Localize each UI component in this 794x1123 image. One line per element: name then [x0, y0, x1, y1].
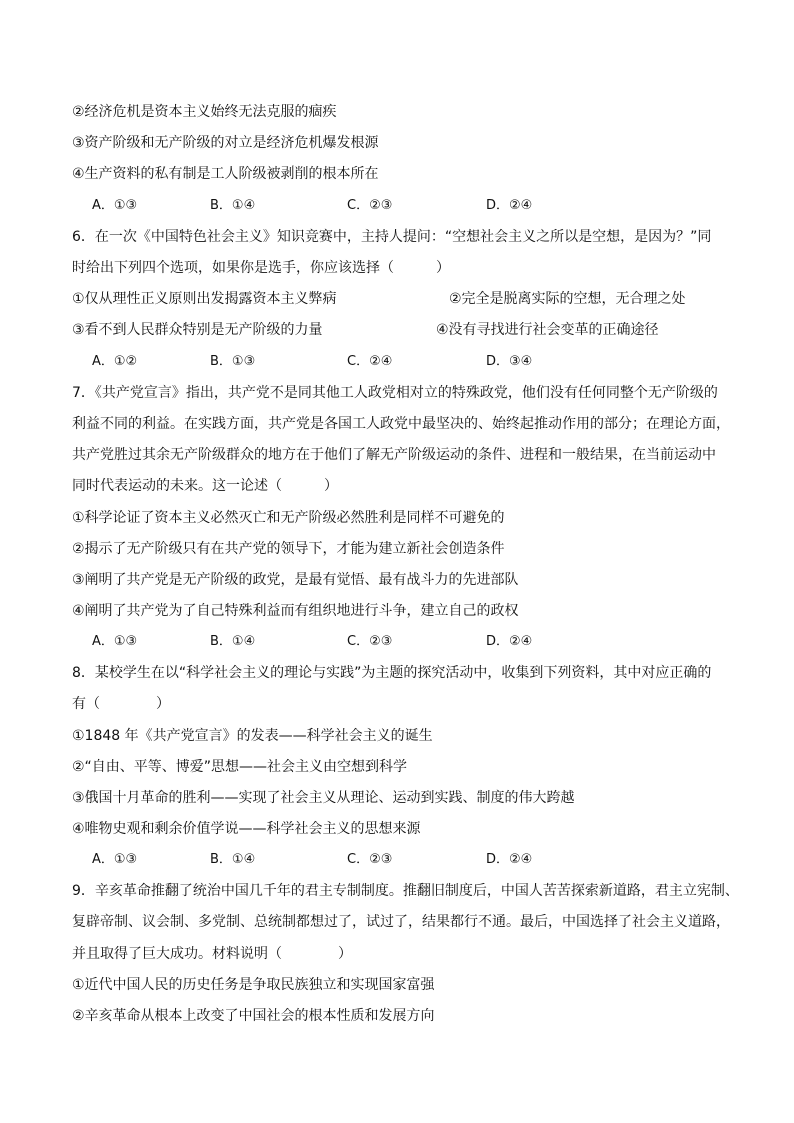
- option-a: A．①③: [92, 198, 138, 213]
- question-7-stem-4: 同时代表运动的未来。这一论述（ ）: [72, 478, 338, 494]
- option-c: C．②③: [347, 852, 393, 867]
- question-7-stem-1: 7．《共产党宣言》指出，共产党不是同其他工人政党相对立的特殊政党，他们没有任何同整个无产阶级的: [72, 385, 718, 401]
- option-a: A．①③: [92, 852, 138, 867]
- question-7-stem-3: 共产党胜过其余无产阶级群众的地方在于他们了解无产阶级运动的条件、进程和一般结果，在当前运动中: [72, 447, 716, 463]
- option-c: C．②③: [347, 198, 393, 213]
- option-b: B．①④: [210, 634, 256, 649]
- statement-q6-3: ③看不到人民群众特别是无产阶级的力量: [72, 322, 323, 338]
- option-c: C．②④: [347, 354, 393, 369]
- statement-q7-2: ②揭示了无产阶级只有在共产党的领导下，才能为建立新社会创造条件: [72, 541, 505, 557]
- statement-q8-2: ②“自由、平等、博爱”思想——社会主义由空想到科学: [72, 759, 408, 775]
- option-b: B．①④: [210, 198, 256, 213]
- statement-q5-2: ②经济危机是资本主义始终无法克服的痼疾: [72, 104, 337, 120]
- statement-q9-1: ①近代中国人民的历史任务是争取民族独立和实现国家富强: [72, 977, 435, 993]
- statement-q8-4: ④唯物史观和剩余价值学说——科学社会主义的思想来源: [72, 821, 421, 837]
- option-a: A．①③: [92, 634, 138, 649]
- option-b: B．①④: [210, 852, 256, 867]
- question-9-stem-3: 并且取得了巨大成功。材料说明（ ）: [72, 946, 352, 962]
- option-d: D．②④: [486, 198, 533, 213]
- option-a: A．①②: [92, 354, 138, 369]
- statement-q7-1: ①科学论证了资本主义必然灭亡和无产阶级必然胜利是同样不可避免的: [72, 510, 505, 526]
- statement-q7-4: ④阐明了共产党为了自己特殊利益而有组织地进行斗争，建立自己的政权: [72, 603, 519, 619]
- statement-q9-2: ②辛亥革命从根本上改变了中国社会的根本性质和发展方向: [72, 1008, 435, 1024]
- options-q7: [92, 632, 612, 652]
- statement-q5-3: ③资产阶级和无产阶级的对立是经济危机爆发根源: [72, 135, 379, 151]
- statement-q6-2: ②完全是脱离实际的空想，无合理之处: [449, 291, 686, 307]
- option-d: D．②④: [486, 634, 533, 649]
- option-b: B．①③: [210, 354, 256, 369]
- statement-q8-3: ③俄国十月革命的胜利——实现了社会主义从理论、运动到实践、制度的伟大跨越: [72, 790, 575, 806]
- option-d: D．③④: [486, 354, 533, 369]
- statement-q6-1: ①仅从理性正义原则出发揭露资本主义弊病: [72, 291, 337, 307]
- statement-q8-1: ①1848 年《共产党宣言》的发表——科学社会主义的诞生: [72, 728, 433, 744]
- options-q8: [92, 850, 612, 870]
- question-8-stem-1: 8．某校学生在以“科学社会主义的理论与实践”为主题的探究活动中，收集到下列资料，其中对应正确的: [72, 665, 712, 681]
- statement-q5-4: ④生产资料的私有制是工人阶级被剥削的根本所在: [72, 166, 379, 182]
- question-9-stem-1: 9．辛亥革命推翻了统治中国几千年的君主专制制度。推翻旧制度后，中国人苦苦探索新道路，君主立宪制、: [72, 883, 739, 899]
- question-8-stem-2: 有（ ）: [72, 696, 170, 712]
- options-q6: [92, 352, 612, 372]
- options-q5: [92, 196, 612, 216]
- statement-q7-3: ③阐明了共产党是无产阶级的政党，是最有觉悟、最有战斗力的先进部队: [72, 572, 519, 588]
- option-c: C．②③: [347, 634, 393, 649]
- option-d: D．②④: [486, 852, 533, 867]
- question-7-stem-2: 利益不同的利益。在实践方面，共产党是各国工人政党中最坚决的、始终起推动作用的部分；在理论方面，: [72, 416, 730, 432]
- statement-q6-4: ④没有寻找进行社会变革的正确途径: [436, 322, 659, 338]
- question-9-stem-2: 复辟帝制、议会制、多党制、总统制都想过了，试过了，结果都行不通。最后，中国选择了社会主义道路，: [72, 914, 730, 930]
- question-6-stem-2: 时给出下列四个选项，如果你是选手，你应该选择（ ）: [72, 260, 450, 276]
- question-6-stem-1: 6．在一次《中国特色社会主义》知识竞赛中，主持人提问：“空想社会主义之所以是空想，是因为？”同: [72, 229, 712, 245]
